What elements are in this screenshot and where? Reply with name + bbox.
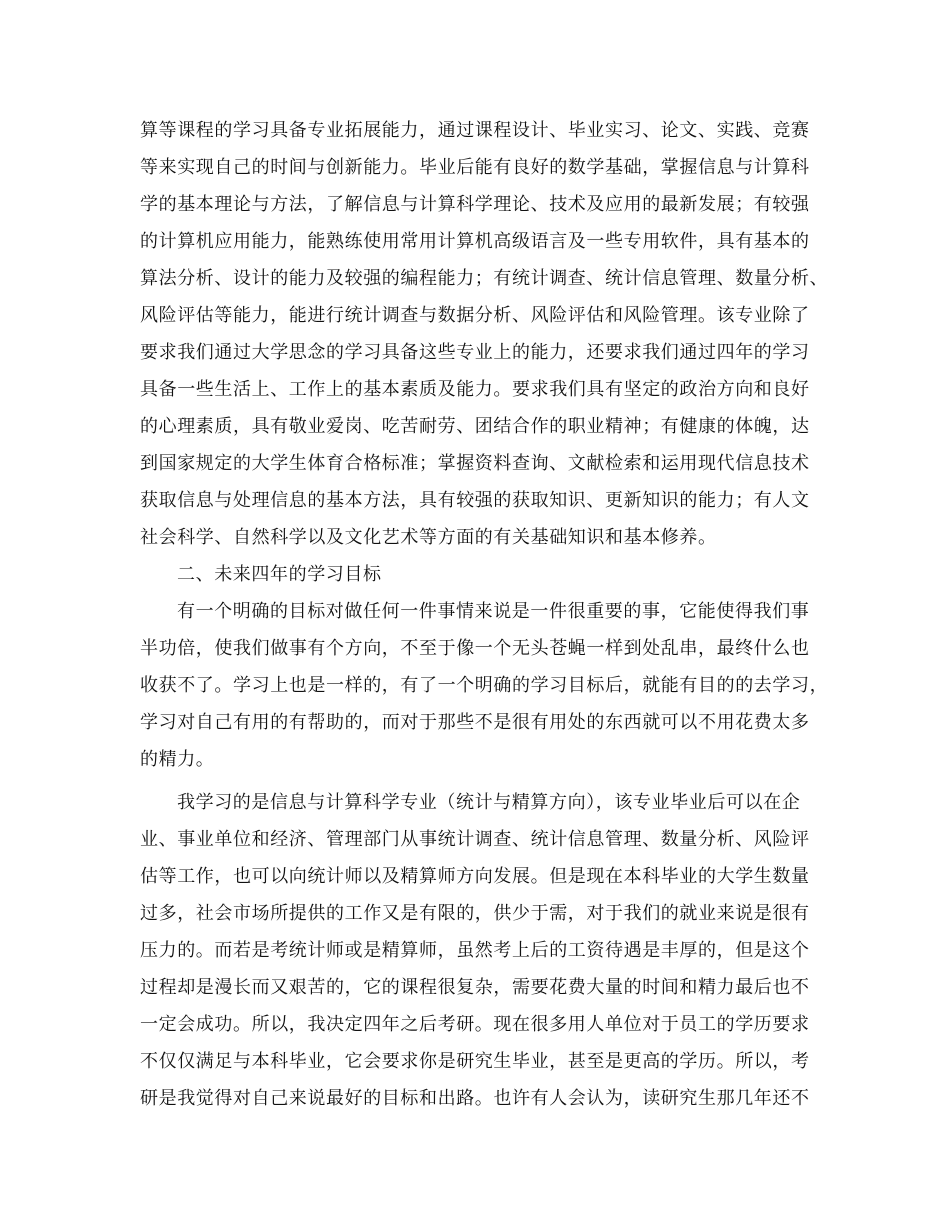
text-line: 过多，社会市场所提供的工作又是有限的，供少于需，对于我们的就业来说是很有 xyxy=(140,903,810,924)
text-line: 风险评估等能力，能进行统计调查与数据分析、风险评估和风险管理。该专业除了 xyxy=(140,305,810,326)
text-line: 学的基本理论与方法，了解信息与计算科学理论、技术及应用的最新发展；有较强 xyxy=(140,194,810,215)
text-line: 的精力。 xyxy=(140,749,215,770)
text-line: 的计算机应用能力，能熟练使用常用计算机高级语言及一些专用软件，具有基本的 xyxy=(140,231,810,252)
text-line: 的心理素质，具有敬业爱岗、吃苦耐劳、团结合作的职业精神；有健康的体魄，达 xyxy=(140,416,810,437)
text-line: 收获不了。学习上也是一样的，有了一个明确的学习目标后，就能有目的的去学习， xyxy=(140,675,829,696)
text-line: 算等课程的学习具备专业拓展能力，通过课程设计、毕业实习、论文、实践、竞赛 xyxy=(140,120,810,141)
text-line: 具备一些生活上、工作上的基本素质及能力。要求我们具有坚定的政治方向和良好 xyxy=(140,379,810,400)
text-line: 研是我觉得对自己来说最好的目标和出路。也许有人会认为，读研究生那几年还不 xyxy=(140,1088,810,1109)
text-line: 到国家规定的大学生体育合格标准；掌握资料查询、文献检索和运用现代信息技术 xyxy=(140,453,810,474)
text-line: 不仅仅满足与本科毕业，它会要求你是研究生毕业，甚至是更高的学历。所以，考 xyxy=(140,1051,810,1072)
text-line: 过程却是漫长而又艰苦的，它的课程很复杂，需要花费大量的时间和精力最后也不 xyxy=(140,977,810,998)
text-line: 一定会成功。所以，我决定四年之后考研。现在很多用人单位对于员工的学历要求 xyxy=(140,1014,810,1035)
paragraph-first-line: 我学习的是信息与计算科学专业（统计与精算方向），该专业毕业后可以在企 xyxy=(177,792,801,813)
text-line: 要求我们通过大学思念的学习具备这些专业上的能力，还要求我们通过四年的学习 xyxy=(140,342,810,363)
paragraph-first-line: 有一个明确的目标对做任何一件事情来说是一件很重要的事，它能使得我们事 xyxy=(177,601,810,622)
text-line: 社会科学、自然科学以及文化艺术等方面的有关基础知识和基本修养。 xyxy=(140,527,717,548)
text-line: 等来实现自己的时间与创新能力。毕业后能有良好的数学基础，掌握信息与计算科 xyxy=(140,157,810,178)
section-heading: 二、未来四年的学习目标 xyxy=(177,564,382,585)
text-line: 估等工作，也可以向统计师以及精算师方向发展。但是现在本科毕业的大学生数量 xyxy=(140,866,810,887)
text-line: 半功倍，使我们做事有个方向，不至于像一个无头苍蝇一样到处乱串，最终什么也 xyxy=(140,638,810,659)
text-line: 压力的。而若是考统计师或是精算师，虽然考上后的工资待遇是丰厚的，但是这个 xyxy=(140,940,810,961)
text-line: 算法分析、设计的能力及较强的编程能力；有统计调查、统计信息管理、数量分析、 xyxy=(140,268,829,289)
text-line: 学习对自己有用的有帮助的，而对于那些不是很有用处的东西就可以不用花费太多 xyxy=(140,712,810,733)
text-line: 业、事业单位和经济、管理部门从事统计调查、统计信息管理、数量分析、风险评 xyxy=(140,829,810,850)
text-line: 获取信息与处理信息的基本方法，具有较强的获取知识、更新知识的能力；有人文 xyxy=(140,490,810,511)
